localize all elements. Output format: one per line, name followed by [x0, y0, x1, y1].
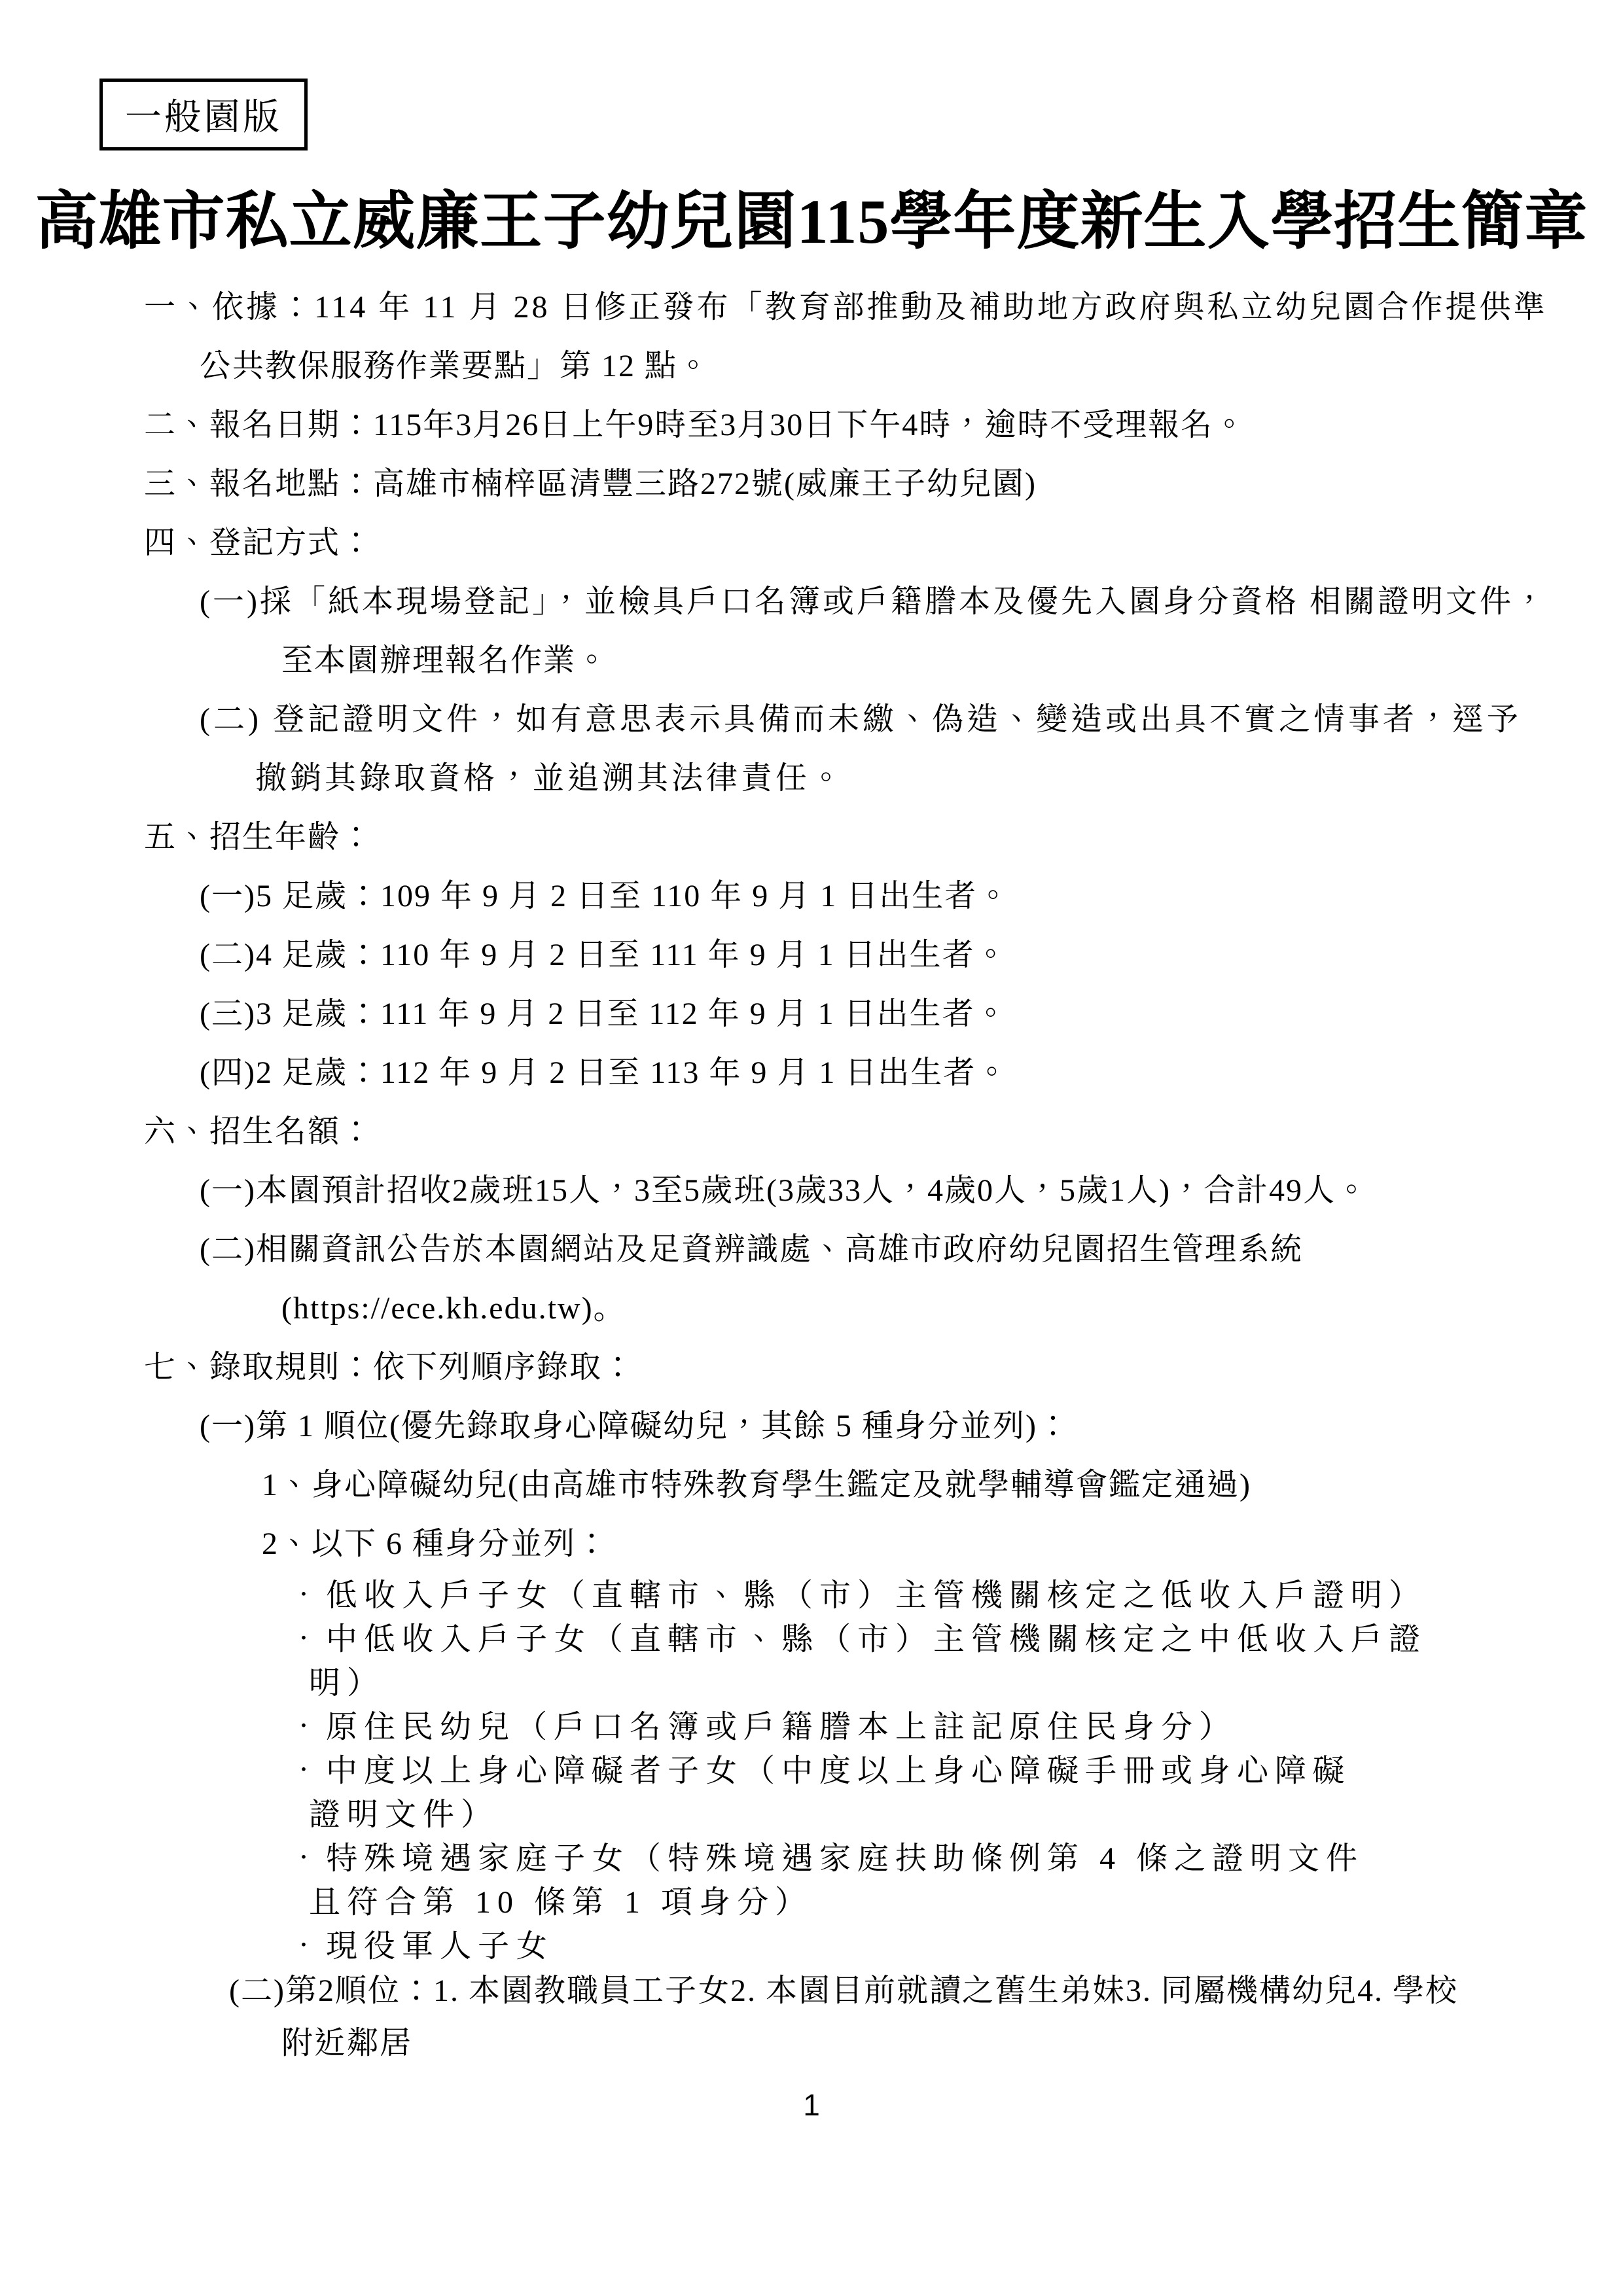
doc-line doc-line-url: (https://ece.kh.edu.tw)。 [281, 1291, 626, 1326]
doc-line: 四、登記方式： [144, 525, 374, 560]
page-title: 高雄市私立威廉王子幼兒園115學年度新生入學招生簡章 [35, 186, 1588, 256]
doc-line bullet-item: ‧現役軍人子女 [288, 1929, 554, 1964]
doc-line: (二)相關資訊公告於本園網站及足資辨識處、高雄市政府幼兒園招生管理系統 [200, 1232, 1303, 1267]
doc-line: 五、招生年齡： [144, 820, 374, 855]
doc-line bullet-item: ‧中度以上身心障礙者子女（中度以上身心障礙手冊或身心障礙 [288, 1754, 1351, 1788]
page-number: 1 [803, 2088, 820, 2122]
doc-line: 1、身心障礙幼兒(由高雄市特殊教育學生鑑定及就學輔導會鑑定通過) [262, 1468, 1251, 1502]
doc-line: 三、報名地點：高雄市楠梓區清豐三路272號(威廉王子幼兒園) [144, 467, 1037, 501]
doc-line: 七、錄取規則：依下列順序錄取： [144, 1350, 635, 1385]
doc-line bullet-item-continuation: 且符合第 10 條第 1 項身分） [309, 1885, 813, 1920]
document-body [0, 278, 1623, 2073]
doc-line: 撤銷其錄取資格，並追溯其法律責任。 [255, 761, 846, 796]
doc-line: 二、報名日期：115年3月26日上午9時至3月30日下午4時，逾時不受理報名。 [144, 408, 1247, 442]
doc-line bullet-item: ‧原住民幼兒（戶口名簿或戶籍謄本上註記原住民身分） [288, 1710, 1238, 1744]
doc-line bullet-item-continuation: 明） [309, 1666, 385, 1701]
doc-line: (二)第2順位：1. 本園教職員工子女2. 本園目前就讀之舊生弟妹3. 同屬機構幼兒4. 學校 [229, 1973, 1458, 2008]
doc-line: 公共教保服務作業要點」第 12 點。 [200, 349, 711, 383]
doc-line bullet-item: ‧特殊境遇家庭子女（特殊境遇家庭扶助條例第 4 條之證明文件 [288, 1841, 1364, 1876]
doc-line: (一)第 1 順位(優先錄取身心障礙幼兒，其餘 5 種身分並列)： [200, 1409, 1070, 1443]
doc-line: (三)3 足歲：111 年 9 月 2 日至 112 年 9 月 1 日出生者。 [200, 997, 1008, 1031]
doc-line: 2、以下 6 種身分並列： [262, 1527, 609, 1561]
doc-line: (一)採「紙本現場登記」，並檢具戶口名簿或戶籍謄本及優先入園身分資格 相關證明文件， [200, 584, 1548, 619]
doc-line: 附近鄰居 [281, 2026, 413, 2060]
doc-line: (二) 登記證明文件，如有意思表示具備而未繳、偽造、變造或出具不實之情事者，逕予 [200, 702, 1522, 737]
doc-line bullet-item: ‧低收入戶子女（直轄市、縣（市）主管機關核定之低收入戶證明） [288, 1578, 1427, 1613]
doc-line: (一)5 足歲：109 年 9 月 2 日至 110 年 9 月 1 日出生者。 [200, 879, 1010, 913]
doc-line: 六、招生名額： [144, 1114, 374, 1149]
doc-line: 一、依據：114 年 11 月 28 日修正發布「教育部推動及補助地方政府與私立幼兒園合作提供準 [144, 290, 1548, 325]
doc-line: (四)2 足歲：112 年 9 月 2 日至 113 年 9 月 1 日出生者。 [200, 1055, 1009, 1090]
doc-line: (二)4 足歲：110 年 9 月 2 日至 111 年 9 月 1 日出生者。 [200, 938, 1008, 972]
doc-line bullet-item: ‧中低收入戶子女（直轄市、縣（市）主管機關核定之中低收入戶證 [288, 1622, 1427, 1657]
doc-line: 至本園辦理報名作業。 [281, 643, 609, 678]
version-badge: 一般園版 [99, 79, 308, 150]
doc-line: (一)本園預計招收2歲班15人，3至5歲班(3歲33人，4歲0人，5歲1人)，合計49人。 [200, 1173, 1368, 1208]
doc-line bullet-item-continuation: 證明文件） [309, 1797, 499, 1832]
